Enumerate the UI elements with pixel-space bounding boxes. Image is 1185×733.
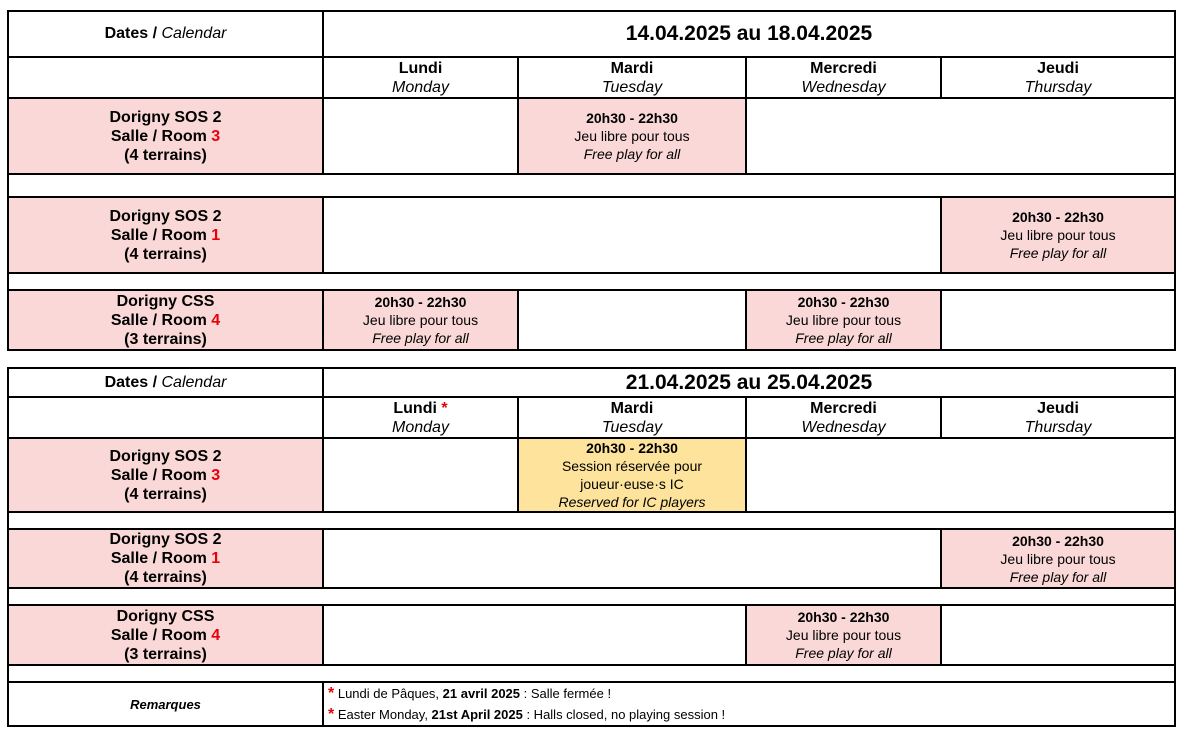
session-cell: 20h30 - 22h30 Jeu libre pour tous Free play for all	[941, 197, 1175, 273]
day-header-monday: Lundi * Monday	[323, 397, 518, 438]
day-header-thursday: Jeudi Thursday	[941, 57, 1175, 98]
room-number: 1	[211, 226, 221, 244]
room-label: Dorigny CSS Salle / Room 4 (3 terrains)	[8, 290, 323, 350]
empty-slot	[323, 529, 941, 588]
empty-slot	[941, 290, 1175, 350]
session-cell: 20h30 - 22h30 Jeu libre pour tous Free play for all	[746, 290, 941, 350]
session-cell: 20h30 - 22h30 Jeu libre pour tous Free play for all	[941, 529, 1175, 588]
empty-slot	[941, 605, 1175, 665]
room-label: Dorigny SOS 2 Salle / Room 3 (4 terrains)	[8, 438, 323, 512]
session-cell: 20h30 - 22h30 Jeu libre pour tous Free play for all	[518, 98, 746, 174]
spacer-row	[8, 588, 1175, 605]
day-header-wednesday: Mercredi Wednesday	[746, 397, 941, 438]
empty-header-cell	[8, 57, 323, 98]
room-label: Dorigny SOS 2 Salle / Room 1 (4 terrains)	[8, 197, 323, 273]
schedule-table-week-2	[7, 367, 1176, 727]
day-header-wednesday: Mercredi Wednesday	[746, 57, 941, 98]
day-header-tuesday: Mardi Tuesday	[518, 397, 746, 438]
calendar-label: Calendar	[161, 373, 227, 391]
week-date-range: 14.04.2025 au 18.04.2025	[323, 11, 1175, 57]
dates-header-cell: Dates / Calendar	[8, 368, 323, 397]
spacer-row	[8, 273, 1175, 290]
day-header-tuesday: Mardi Tuesday	[518, 57, 746, 98]
spacer-row	[8, 665, 1175, 682]
room-number: 4	[211, 626, 221, 644]
day-header-thursday: Jeudi Thursday	[941, 397, 1175, 438]
empty-slot	[323, 438, 518, 512]
remark-line-fr: * Lundi de Pâques, 21 avril 2025 : Salle fermée !	[328, 685, 612, 702]
spacer-row	[8, 174, 1175, 197]
calendar-label: Calendar	[161, 25, 227, 42]
spacer-row	[8, 512, 1175, 529]
dates-header-cell: Dates / Calendar	[8, 11, 323, 57]
empty-slot	[323, 605, 746, 665]
schedule-table-week-1	[7, 10, 1176, 351]
room-label: Dorigny SOS 2 Salle / Room 3 (4 terrains)	[8, 98, 323, 174]
room-number: 4	[211, 311, 221, 329]
room-label: Dorigny CSS Salle / Room 4 (3 terrains)	[8, 605, 323, 665]
room-number: 3	[211, 466, 221, 484]
session-cell: 20h30 - 22h30 Jeu libre pour tous Free play for all	[323, 290, 518, 350]
empty-slot	[518, 290, 746, 350]
empty-header-cell	[8, 397, 323, 438]
remark-line-en: * Easter Monday, 21st April 2025 : Halls closed, no playing session !	[328, 706, 726, 723]
holiday-marker: *	[441, 399, 448, 417]
empty-slot	[323, 98, 518, 174]
room-label: Dorigny SOS 2 Salle / Room 1 (4 terrains)	[8, 529, 323, 588]
day-header-monday: Lundi Monday	[323, 57, 518, 98]
dates-label: Dates	[104, 25, 149, 42]
week-date-range: 21.04.2025 au 25.04.2025	[323, 368, 1175, 397]
empty-slot	[746, 438, 1175, 512]
dates-label: Dates	[104, 373, 149, 391]
room-number: 1	[211, 550, 221, 567]
remarks-label: Remarques	[8, 682, 323, 726]
reserved-session-cell: 20h30 - 22h30 Session réservée pour joueur·euse·s IC Reserved for IC players	[518, 438, 746, 512]
remarks-text	[323, 682, 1175, 726]
room-number: 3	[211, 127, 221, 145]
session-cell: 20h30 - 22h30 Jeu libre pour tous Free play for all	[746, 605, 941, 665]
empty-slot	[323, 197, 941, 273]
empty-slot	[746, 98, 1175, 174]
